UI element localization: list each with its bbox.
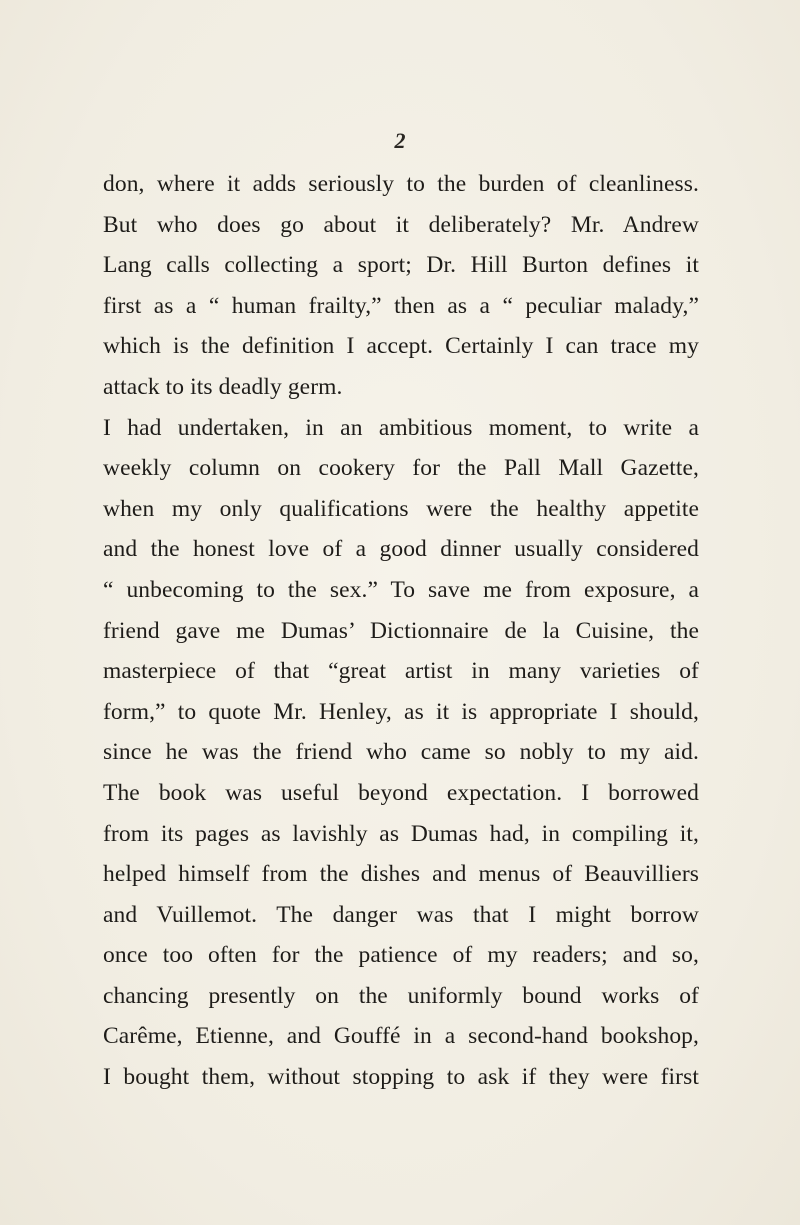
text-line: But who does go about it deliberately? Mr. Andrew [103,211,699,238]
text-line: when my only qualifications were the healthy appetite [103,495,699,522]
text-line: I had undertaken, in an ambitious moment, to write a [103,414,699,441]
text-line: form,” to quote Mr. Henley, as it is appropriate I should, [103,698,699,725]
text-line: chancing presently on the uniformly bound works of [103,982,699,1009]
text-line: masterpiece of that “great artist in many varieties of [103,658,699,685]
text-line: I bought them, without stopping to ask if they were first [103,1064,699,1091]
text-line: which is the definition I accept. Certainly I can trace my [103,333,699,360]
text-line: don, where it adds seriously to the burden of cleanliness. [103,171,699,197]
text-line: and Vuillemot. The danger was that I might borrow [103,901,699,928]
body-text [103,164,699,1098]
text-line: friend gave me Dumas’ Dictionnaire de la Cuisine, the [103,617,699,644]
text-line: first as a “ human frailty,” then as a “ peculiar malady,” [103,292,699,319]
text-line: from its pages as lavishly as Dumas had, in compiling it, [103,820,699,847]
text-line: Carême, Etienne, and Gouffé in a second-hand bookshop, [103,1023,699,1050]
text-line: once too often for the patience of my readers; and so, [103,942,699,969]
text-line: helped himself from the dishes and menus of Beauvilliers [103,861,699,888]
text-line: The book was useful beyond expectation. I borrowed [103,779,699,806]
text-line: “ unbecoming to the sex.” To save me from exposure, a [103,576,699,603]
text-line: weekly column on cookery for the Pall Mall Gazette, [103,455,699,482]
text-line: and the honest love of a good dinner usually considered [103,536,699,563]
page-number: 2 [394,128,406,153]
text-line: Lang calls collecting a sport; Dr. Hill Burton defines it [103,252,699,279]
text-line: since he was the friend who came so nobly to my aid. [103,739,699,766]
text-line: attack to its deadly germ. [103,373,343,400]
